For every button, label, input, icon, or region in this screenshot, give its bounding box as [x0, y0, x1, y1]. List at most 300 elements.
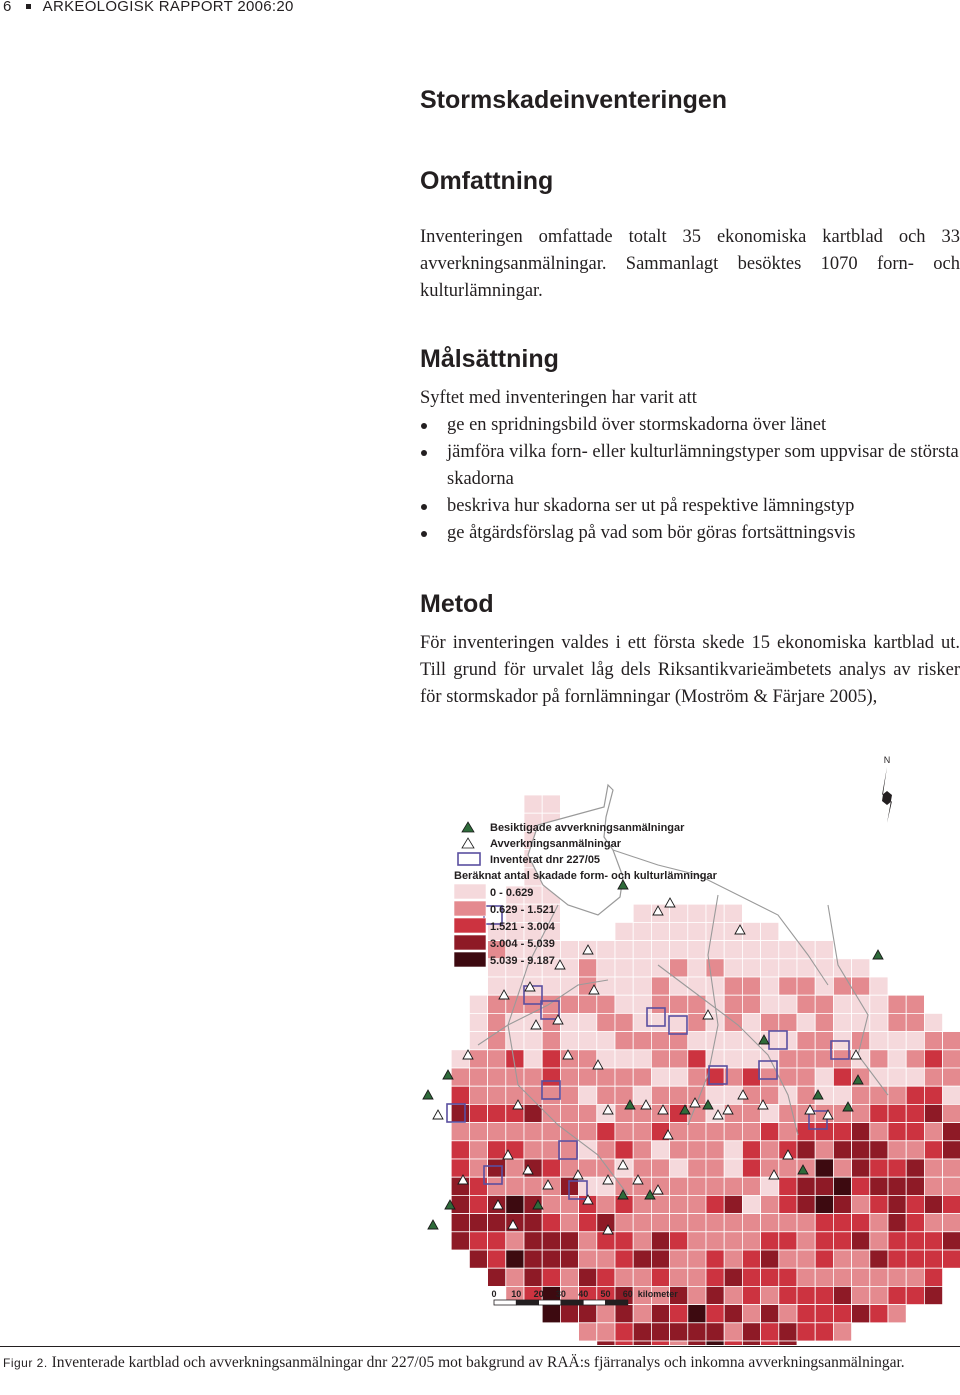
map-cell: [943, 1159, 960, 1177]
map-cell: [524, 1214, 542, 1232]
map-cell: [742, 1050, 760, 1068]
map-cell: [542, 1159, 560, 1177]
map-cell: [615, 1068, 633, 1086]
map-cell: [688, 1214, 706, 1232]
map-cell: [924, 1068, 942, 1086]
map-cell: [633, 941, 651, 959]
map-cell: [870, 1250, 888, 1268]
map-cell: [852, 1104, 870, 1122]
map-cell: [542, 1214, 560, 1232]
legend-open-triangle-icon: [462, 838, 474, 848]
map-cell: [651, 1032, 669, 1050]
scale-bar-tick-label: 50: [600, 1289, 611, 1299]
map-cell: [870, 1050, 888, 1068]
map-cell: [651, 1232, 669, 1250]
map-cell: [670, 941, 688, 959]
map-cell: [906, 1068, 924, 1086]
list-item: beskriva hur skadorna ser ut på respektive lämningstyp: [420, 493, 960, 520]
map-cell: [706, 1232, 724, 1250]
map-cell: [597, 977, 615, 995]
running-head: [3, 0, 294, 15]
map-cell: [779, 1123, 797, 1141]
map-cell: [633, 1232, 651, 1250]
map-cell: [924, 1232, 942, 1250]
map-cell: [906, 1086, 924, 1104]
map-cell: [670, 1177, 688, 1195]
map-cell: [906, 1268, 924, 1286]
map-cell: [688, 922, 706, 940]
map-cell: [815, 1214, 833, 1232]
scale-bar-segment: [606, 1300, 628, 1305]
map-cell: [488, 1104, 506, 1122]
map-cell: [651, 1214, 669, 1232]
map-cell: [615, 1032, 633, 1050]
map-cell: [524, 1232, 542, 1250]
map-cell: [670, 995, 688, 1013]
map-cell: [615, 977, 633, 995]
map-cell: [943, 1086, 960, 1104]
separator-square-icon: [26, 4, 31, 9]
map-cell: [542, 1068, 560, 1086]
map-cell: [688, 1050, 706, 1068]
map-cell: [906, 1232, 924, 1250]
map-cell: [906, 995, 924, 1013]
map-cell: [488, 1250, 506, 1268]
legend-class-swatch: [454, 918, 486, 933]
list-item: ge en spridningsbild över stormskadorna över länet: [420, 412, 960, 439]
map-cell: [597, 1086, 615, 1104]
map-cell: [615, 1232, 633, 1250]
map-cell: [579, 1268, 597, 1286]
map-cell: [633, 1250, 651, 1268]
map-cell: [943, 1232, 960, 1250]
map-cell: [761, 1305, 779, 1323]
map-cell: [597, 1323, 615, 1341]
map-cell: [651, 941, 669, 959]
scale-bar-segment: [494, 1300, 516, 1305]
map-cell: [670, 959, 688, 977]
map-cell: [779, 959, 797, 977]
map-cell: [651, 995, 669, 1013]
map-cell: [488, 1050, 506, 1068]
map-cell: [761, 1013, 779, 1031]
map-cell: [469, 1068, 487, 1086]
map-cell: [815, 1141, 833, 1159]
map-cell: [524, 1268, 542, 1286]
map-cell: [560, 1214, 578, 1232]
map-cell: [488, 1141, 506, 1159]
map-cell: [633, 1268, 651, 1286]
map-cell: [833, 1232, 851, 1250]
map-cell: [633, 1086, 651, 1104]
map-cell: [469, 1177, 487, 1195]
map-cell: [560, 1068, 578, 1086]
legend-label: Inventerat dnr 227/05: [490, 854, 601, 866]
map-cell: [852, 1123, 870, 1141]
map-cell: [506, 1195, 524, 1213]
map-cell: [651, 1159, 669, 1177]
map-cell: [943, 1141, 960, 1159]
map-cell: [761, 1286, 779, 1304]
map-cell: [597, 1268, 615, 1286]
map-cell: [469, 1013, 487, 1031]
map-cell: [488, 1086, 506, 1104]
map-cell: [815, 995, 833, 1013]
map-cell: [815, 1013, 833, 1031]
map-cell: [815, 1323, 833, 1341]
map-cell: [651, 1013, 669, 1031]
map-cell: [852, 1286, 870, 1304]
map-cell: [706, 1341, 724, 1345]
map-cell: [506, 1232, 524, 1250]
map-cell: [706, 1305, 724, 1323]
map-cell: [688, 959, 706, 977]
map-cell: [670, 1341, 688, 1345]
map-cell: [688, 1323, 706, 1341]
map-cell: [888, 1050, 906, 1068]
map-cell: [833, 1323, 851, 1341]
map-cell: [633, 1123, 651, 1141]
inspected-notice-triangle-icon: [873, 950, 883, 959]
map-cell: [888, 1286, 906, 1304]
map-cell: [560, 995, 578, 1013]
caption-rule: [0, 1346, 960, 1347]
map-cell: [560, 1032, 578, 1050]
map-cell: [906, 1214, 924, 1232]
map-cell: [797, 1214, 815, 1232]
map-cell: [888, 995, 906, 1013]
map-cell: [906, 1141, 924, 1159]
map-cell: [706, 1177, 724, 1195]
map-cell: [815, 1232, 833, 1250]
map-cell: [469, 1159, 487, 1177]
map-cell: [779, 1068, 797, 1086]
map-cell: [579, 995, 597, 1013]
map-cell: [597, 1195, 615, 1213]
map-cell: [761, 1177, 779, 1195]
figure-caption-text: Inventerade kartblad och avverkningsanmälningar dnr 227/05 mot bakgrund av RAÄ:s fjärranalys och inkomna avverkningsanmälningar.: [51, 1354, 905, 1371]
map-cell: [833, 959, 851, 977]
map-cell: [924, 1250, 942, 1268]
heading-malsattning: Målsättning: [420, 345, 559, 373]
map-cell: [451, 1159, 469, 1177]
map-cell: [742, 1286, 760, 1304]
map-cell: [651, 977, 669, 995]
map-cell: [852, 1214, 870, 1232]
map-cell: [779, 1032, 797, 1050]
map-cell: [579, 1050, 597, 1068]
map-cell: [742, 1323, 760, 1341]
map-cell: [797, 1032, 815, 1050]
map-cell: [706, 1214, 724, 1232]
map-cell: [670, 1268, 688, 1286]
map-cell: [651, 1250, 669, 1268]
scale-bar-unit: kilometer: [637, 1289, 678, 1299]
map-cell: [943, 1123, 960, 1141]
map-cell: [688, 1232, 706, 1250]
scale-bar-tick-label: 60: [622, 1289, 633, 1299]
map-cell: [670, 1159, 688, 1177]
map-cell: [779, 1323, 797, 1341]
map-cell: [797, 1123, 815, 1141]
map-cell: [833, 1195, 851, 1213]
scale-bar-segment: [583, 1300, 605, 1305]
map-cell: [560, 1013, 578, 1031]
map-cell: [724, 1323, 742, 1341]
map-cell: [615, 1323, 633, 1341]
map-cell: [833, 995, 851, 1013]
map-cell: [888, 1068, 906, 1086]
map-cell: [761, 941, 779, 959]
map-cell: [924, 1050, 942, 1068]
map-cell: [542, 1305, 560, 1323]
map-cell: [469, 995, 487, 1013]
map-cell: [906, 1123, 924, 1141]
map-cell: [451, 1086, 469, 1104]
map-cell: [742, 922, 760, 940]
map-cell: [670, 1068, 688, 1086]
map-cell: [742, 1141, 760, 1159]
map-cell: [579, 1068, 597, 1086]
map-cell: [906, 1286, 924, 1304]
map-cell: [542, 1250, 560, 1268]
map-cell: [943, 1068, 960, 1086]
map-cell: [615, 941, 633, 959]
map-cell: [651, 1323, 669, 1341]
map-cell: [724, 1159, 742, 1177]
map-cell: [451, 1123, 469, 1141]
map-cell: [524, 1177, 542, 1195]
map-cell: [542, 795, 560, 813]
map-cell: [833, 1286, 851, 1304]
map-cell: [870, 1032, 888, 1050]
map-cell: [724, 1268, 742, 1286]
map-cell: [560, 1086, 578, 1104]
map-cell: [633, 1013, 651, 1031]
map-cell: [633, 1305, 651, 1323]
scale-bar-tick-label: 40: [578, 1289, 589, 1299]
map-cell: [451, 1141, 469, 1159]
map-cell: [706, 1123, 724, 1141]
figure-label: Figur 2.: [3, 1356, 48, 1370]
map-cell: [924, 1159, 942, 1177]
map-cell: [870, 995, 888, 1013]
map-cell: [779, 1177, 797, 1195]
map-cell: [488, 1214, 506, 1232]
map-cell: [852, 959, 870, 977]
map-cell: [615, 1214, 633, 1232]
map-cell: [542, 1268, 560, 1286]
map-cell: [870, 977, 888, 995]
map-cell: [815, 1305, 833, 1323]
map-cell: [579, 1123, 597, 1141]
legend-class-swatch: [454, 935, 486, 950]
map-cell: [852, 995, 870, 1013]
map-cell: [761, 959, 779, 977]
map-cell: [852, 1086, 870, 1104]
map-cell: [615, 922, 633, 940]
map-cell: [888, 1032, 906, 1050]
map-cell: [797, 1195, 815, 1213]
map-cell: [742, 941, 760, 959]
map-cell: [888, 1159, 906, 1177]
map-cell: [761, 1141, 779, 1159]
map-cell: [706, 1286, 724, 1304]
map-cell: [742, 1159, 760, 1177]
map-cell: [943, 1177, 960, 1195]
map-cell: [742, 959, 760, 977]
paragraph-malsattning-intro: Syftet med inventeringen har varit att: [420, 388, 697, 408]
map-cell: [670, 1232, 688, 1250]
map-cell: [924, 1032, 942, 1050]
map-cell: [888, 1232, 906, 1250]
map-cell: [906, 1013, 924, 1031]
scale-bar-tick-label: 10: [511, 1289, 522, 1299]
map-cell: [761, 1323, 779, 1341]
map-cell: [779, 1050, 797, 1068]
map-cell: [924, 1104, 942, 1122]
map-cell: [797, 1305, 815, 1323]
map-cell: [815, 1195, 833, 1213]
map-cell: [852, 1177, 870, 1195]
map-cell: [833, 1268, 851, 1286]
paragraph-omfattning: Inventeringen omfattade totalt 35 ekonomiska kartblad och 33 avverkningsanmälningar. Sammanlagt besöktes 1070 forn- och kulturlämningar.: [420, 227, 960, 301]
map-cell: [761, 1195, 779, 1213]
map-cell: [688, 977, 706, 995]
map-cell: [579, 1232, 597, 1250]
map-cell: [579, 1159, 597, 1177]
map-cell: [688, 1177, 706, 1195]
map-cell: [761, 922, 779, 940]
map-cell: [870, 1159, 888, 1177]
map-cell: [469, 1086, 487, 1104]
map-cell: [833, 1214, 851, 1232]
running-title: ARKEOLOGISK RAPPORT 2006:20: [42, 0, 294, 15]
map-cell: [633, 1323, 651, 1341]
map-cell: [542, 1141, 560, 1159]
map-cell: [761, 977, 779, 995]
map-cell: [943, 1195, 960, 1213]
heading-metod: Metod: [420, 590, 494, 618]
map-cell: [815, 1177, 833, 1195]
map-cell: [852, 1250, 870, 1268]
goal-list: [420, 412, 960, 547]
map-cell: [815, 1250, 833, 1268]
map-cell: [488, 1177, 506, 1195]
map-cell: [797, 1232, 815, 1250]
map-cell: [615, 1013, 633, 1031]
map-cell: [560, 941, 578, 959]
map-cell: [797, 1250, 815, 1268]
map-cell: [852, 1305, 870, 1323]
map-cell: [870, 1195, 888, 1213]
map-cell: [797, 1177, 815, 1195]
map-cell: [888, 1013, 906, 1031]
map-cell: [670, 1323, 688, 1341]
map-cell: [833, 1305, 851, 1323]
map-cell: [597, 1305, 615, 1323]
map-cell: [852, 1141, 870, 1159]
map-cell: [651, 922, 669, 940]
map-cell: [688, 995, 706, 1013]
map-cell: [815, 959, 833, 977]
legend-class-swatch: [454, 952, 486, 967]
map-cell: [506, 1123, 524, 1141]
map-cell: [924, 1141, 942, 1159]
map-cell: [688, 1032, 706, 1050]
map-cell: [742, 1177, 760, 1195]
map-cell: [488, 1159, 506, 1177]
map-cell: [724, 941, 742, 959]
map-cell: [670, 1086, 688, 1104]
map-cell: [943, 1214, 960, 1232]
inspected-notice-triangle-icon: [423, 1090, 433, 1099]
map-cell: [815, 1286, 833, 1304]
map-cell: [833, 1250, 851, 1268]
map-cell: [469, 1104, 487, 1122]
map-cell: [688, 1305, 706, 1323]
map-cell: [906, 1195, 924, 1213]
map-cell: [615, 995, 633, 1013]
map-cell: [742, 977, 760, 995]
map-cell: [469, 1141, 487, 1159]
map-cell: [797, 1268, 815, 1286]
map-cell: [451, 1232, 469, 1250]
map-cell: [688, 1286, 706, 1304]
map-cell: [870, 1214, 888, 1232]
map-cell: [924, 1268, 942, 1286]
map-cell: [779, 1268, 797, 1286]
map-cell: [870, 1232, 888, 1250]
map-cell: [633, 1214, 651, 1232]
map-cell: [906, 1104, 924, 1122]
map-cell: [724, 1250, 742, 1268]
map-cell: [906, 1250, 924, 1268]
map-cell: [761, 1123, 779, 1141]
map-cell: [779, 1286, 797, 1304]
figure-caption: [3, 1352, 953, 1374]
map-cell: [797, 1050, 815, 1068]
map-cell: [906, 1050, 924, 1068]
map-cell: [615, 1305, 633, 1323]
map-cell: [906, 1177, 924, 1195]
map-cell: [651, 1141, 669, 1159]
legend-class-swatch: [454, 901, 486, 916]
map-cell: [651, 1268, 669, 1286]
map-cell: [742, 1232, 760, 1250]
map-cell: [779, 1250, 797, 1268]
map-cell: [506, 1068, 524, 1086]
map-cell: [706, 1250, 724, 1268]
map-cell: [542, 1195, 560, 1213]
paragraph-metod: För inventeringen valdes i ett första skede 15 ekonomiska kartblad ut. Till grund för urvalet låg dels Riksantikvarieämbetets analys av risker för stormskador på fornlämningar (Moström & Färjare 2005),: [420, 633, 960, 707]
map-cell: [888, 1305, 906, 1323]
map-cell: [852, 1159, 870, 1177]
map-cell: [633, 959, 651, 977]
map-cell: [524, 1250, 542, 1268]
map-cell: [524, 1032, 542, 1050]
notice-triangle-icon: [665, 898, 675, 907]
legend-class-label: 1.521 - 3.004: [490, 921, 555, 933]
map-cell: [888, 1195, 906, 1213]
north-arrow-icon: [882, 767, 892, 823]
legend-class-label: 0.629 - 1.521: [490, 904, 555, 916]
map-cell: [670, 1250, 688, 1268]
map-cell: [651, 1068, 669, 1086]
map-cell: [560, 1305, 578, 1323]
map-cell: [633, 922, 651, 940]
map-cell: [597, 1123, 615, 1141]
